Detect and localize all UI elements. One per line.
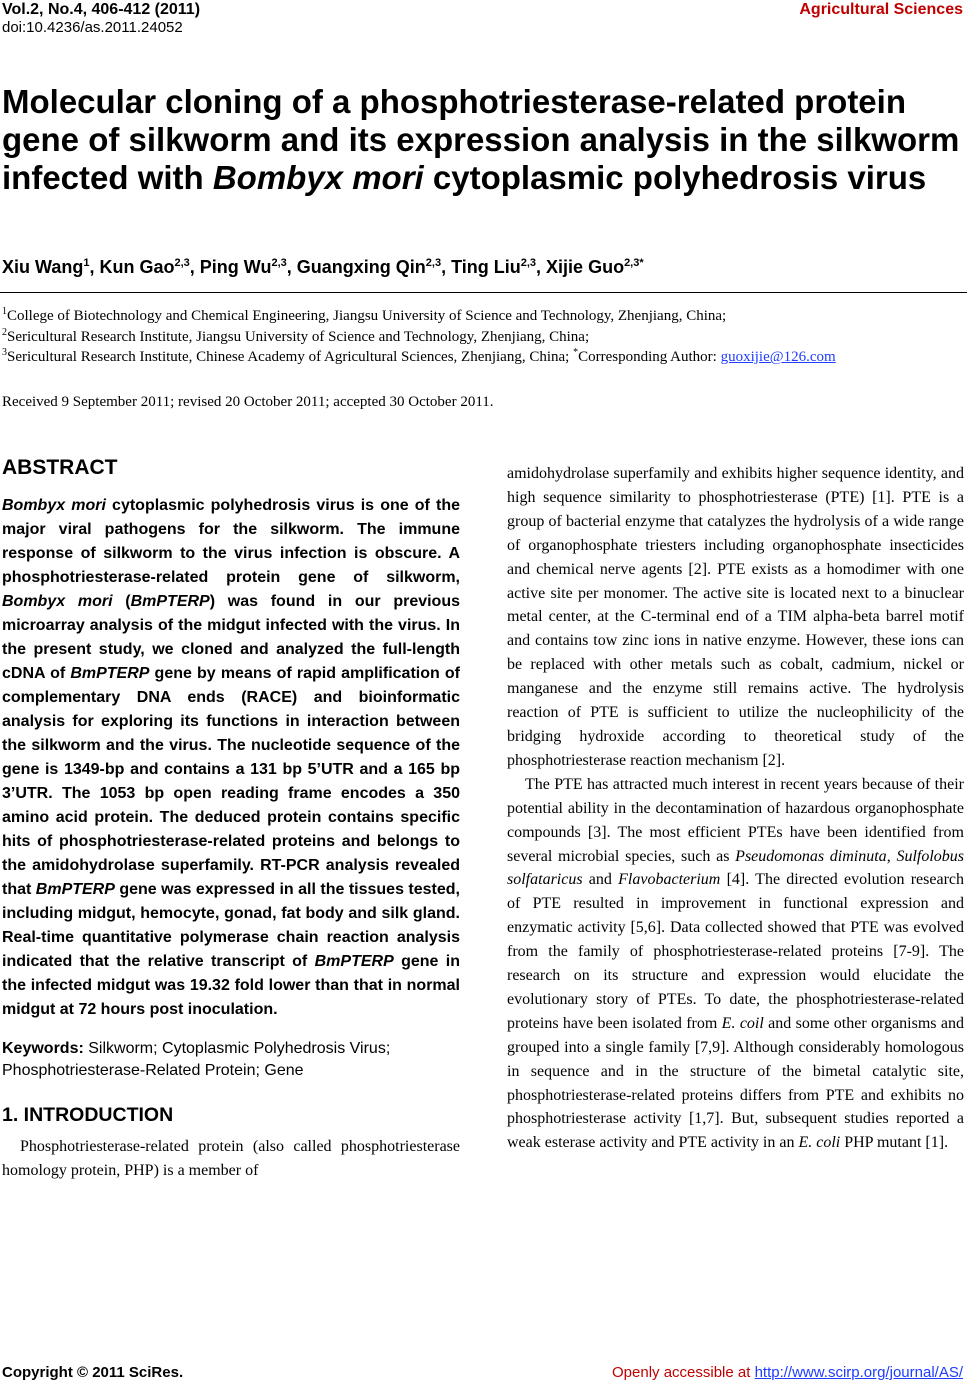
paper-title: [2, 83, 964, 197]
corresponding-email-link[interactable]: guoxijie@126.com: [720, 349, 836, 365]
author: Guangxing Qin$^{2,3}$: [296, 257, 442, 277]
copyright: Copyright © 2011 SciRes.: [2, 1364, 184, 1381]
doi: doi:10.4236/as.2011.24052: [2, 19, 183, 36]
journal-name: Agricultural Sciences: [799, 1, 963, 18]
affiliation-2: $^2$Sericultural Research Institute, Jiangsu University of Science and Technology, Zhenjiang, China;: [2, 326, 590, 345]
keywords-label: Keywords:: [2, 1040, 84, 1057]
abstract-heading: ABSTRACT: [2, 456, 118, 479]
author: Ping Wu$^{2,3}$: [199, 257, 287, 277]
author: Ting Liu$^{2,3}$: [451, 257, 537, 277]
right-column: [507, 462, 964, 1155]
running-header: [0, 0, 967, 40]
introduction-heading: 1. INTRODUCTION: [2, 1104, 174, 1126]
received-dates: Received 9 September 2011; revised 20 October 2011; accepted 30 October 2011.: [2, 394, 494, 410]
affiliation-1: $^1$College of Biotechnology and Chemical Engineering, Jiangsu University of Science and Technology, Zhenjiang, China;: [2, 306, 727, 324]
page-footer: [0, 1360, 967, 1384]
author-list: Xiu Wang$^1$, Kun Gao$^{2,3}$, Ping Wu$^{2,3}$, Guangxing Qin$^{2,3}$, Ting Liu$^{2,3}$, Xijie Guo$^{2,3*}$: [2, 257, 644, 277]
volume-info: Vol.2, No.4, 406-412 (2011): [2, 1, 201, 18]
keywords: [2, 1038, 460, 1082]
abstract-body: Bombyx mori cytoplasmic polyhedrosis virus is one of the major viral pathogens for the silkworm. The immune response of silkworm to the virus infection is obscure. A phosphotriesterase-related protein gene of silkworm, Bombyx mori (BmPTERP) was found in our previous microarray analysis of the midgut infected with the virus. In the present study, we cloned and analyzed the full-length cDNA of BmPTERP gene by means of rapid amplification of complementary DNA ends (RACE) and bioinformatic analysis for exploring its functions in interaction between the silkworm and the virus. The nucleotide sequence of the gene is 1349-bp and contains a 131 bp 5’UTR and a 165 bp 3’UTR. The 1053 bp open reading frame encodes a 350 amino acid protein. The deduced protein contains specific hits of phosphotriesterase-related proteins and belongs to the amidohydrolase superfamily. RT-PCR analysis revealed that BmPTERP gene was expressed in all the tissues tested, including midgut, hemocyte, gonad, fat body and silk gland. Real-time quantitative polymerase chain reaction analysis indicated that the relative transcript of BmPTERP gene in the infected midgut was 19.32 fold lower than that in normal midgut at 72 hours post inoculation.: [2, 497, 461, 1018]
title-part-b: cytoplasmic polyhedrosis virus: [423, 159, 927, 196]
open-access-note: Openly accessible at http://www.scirp.org/journal/AS/: [612, 1364, 963, 1381]
author: Xiu Wang$^1$: [2, 257, 90, 277]
affiliations: [2, 306, 964, 368]
affiliation-3: $^3$Sericultural Research Institute, Chinese Academy of Agricultural Sciences, Zhenjiang, China; *Corresponding Author: guoxijie@126.com: [2, 347, 836, 365]
body-paragraph: amidohydrolase superfamily and exhibits higher sequence identity, and high sequence similarity to phosphotriesterase (PTE) [1]. PTE is a group of bacterial enzyme that catalyzes the hydrolysis of a wide range of organophosphate triesters including organophosphate insecticides and chemical nerve agents [2]. PTE exists as a homodimer with one active site per monomer. The active site is located next to a binuclear metal center, at the C-terminal end of a TIM alpha-beta barrel motif and contains tow zinc ions in native enzyme. However, these ions can be replaced with other metals such as cobalt, cadmium, nickel or manganese and the enzyme still remains active. The hydrolysis reaction of PTE is sufficient to utilize the nucleophilicity of the bridging hydroxide according to theoretical study of the phosphotriesterase reaction mechanism [2].: [507, 465, 964, 769]
title-part-a: Molecular cloning of a phosphotriesterase-related protein gene of silkworm and its expression analysis in the silkworm infected with: [2, 83, 960, 196]
keywords-text: Silkworm; Cytoplasmic Polyhedrosis Virus; Phosphotriesterase-Related Protein; Gene: [2, 1040, 391, 1079]
journal-url-link[interactable]: http://www.scirp.org/journal/AS/: [754, 1364, 963, 1381]
header-divider: [0, 292, 967, 293]
title-species: Bombyx mori: [212, 159, 424, 196]
author: Kun Gao$^{2,3}$: [99, 257, 190, 277]
author: Xijie Guo$^{2,3*}$: [546, 257, 644, 277]
left-column: [2, 456, 460, 1183]
introduction-paragraph: Phosphotriesterase-related protein (also called phosphotriesterase homology protein, PHP) is a member of: [2, 1138, 460, 1179]
body-paragraph: The PTE has attracted much interest in recent years because of their potential ability in the decontamination of hazardous organophosphate compounds [3]. The most efficient PTEs have been identified from several microbial species, such as Pseudomonas diminuta, Sulfolobus solfataricus and Flavobacterium [4]. The directed evolution research of PTE resulted in improvement in functional expression and enzymatic activity [5,6]. Data collected showed that PTE was evolved from the family of phosphotriesterase-related proteins [7-9]. The research on its structure and expression would elucidate the evolutionary story of PTEs. To date, the phosphotriesterase-related proteins have been isolated from E. coil and some other organisms and grouped into a single family [7,9]. Although considerably homologous in sequence and in the structure of the bimetal catalytic site, phosphotriesterase-related proteins differs from PTE and exhibits no phosphotriesterase activity [1,7]. But, subsequent studies reported a weak esterase activity and PTE activity in an E. coli PHP mutant [1].: [507, 775, 964, 1152]
